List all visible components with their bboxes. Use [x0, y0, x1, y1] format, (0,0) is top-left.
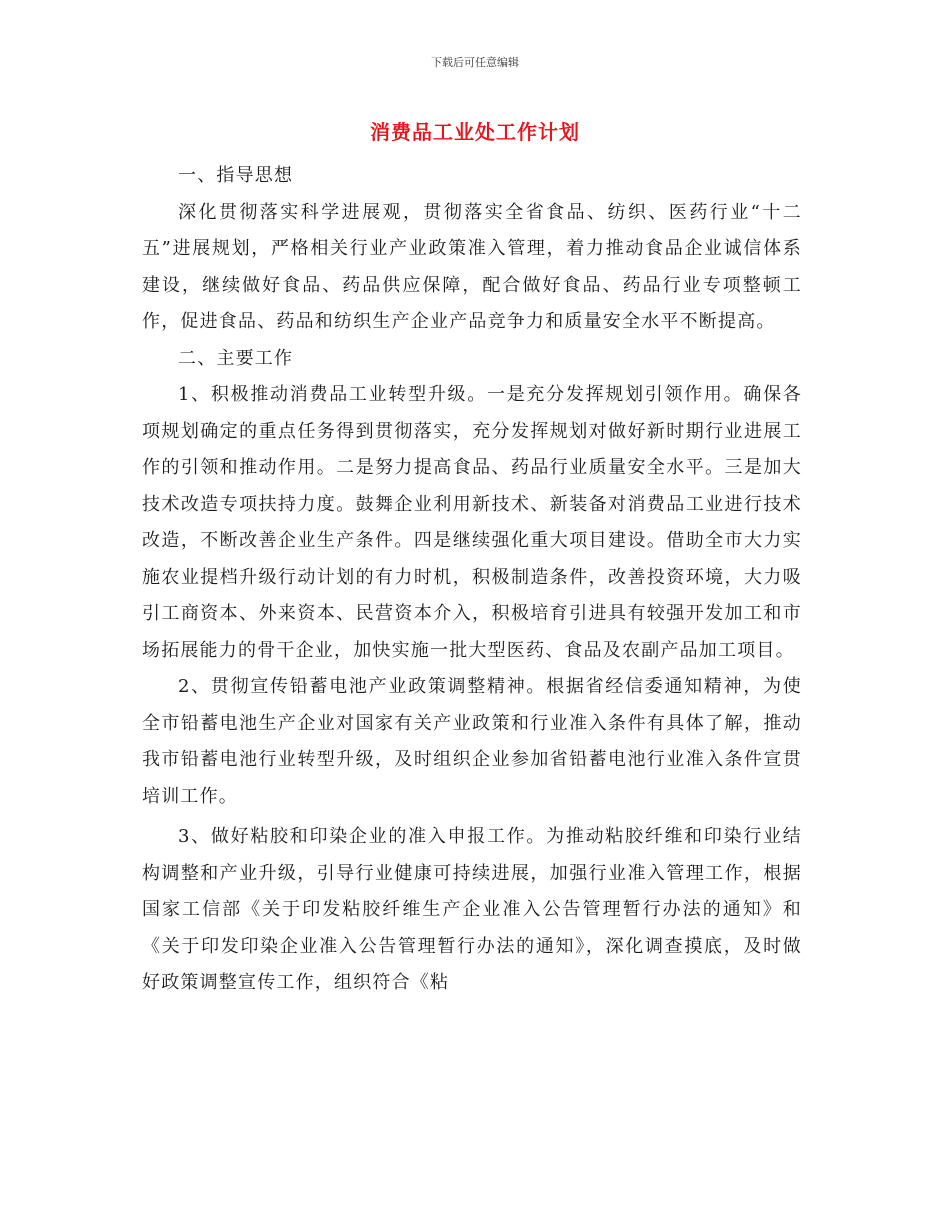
document-title: 消费品工业处工作计划 — [370, 120, 580, 144]
paragraph-guiding-ideology: 深化贯彻落实科学进展观，贯彻落实全省食品、纺织、医药行业“十二五”进展规划，严格相关行业产业政策准入管理，着力推动食品企业诚信体系建设，继续做好食品、药品供应保障，配合做好食品、药品行业专项整顿工作，促进食品、药品和纺织生产企业产品竞争力和质量安全水平不断提高。 — [142, 201, 802, 332]
document-body — [142, 158, 802, 1002]
paragraph-item-2: 2、贯彻宣传铅蓄电池产业政策调整精神。根据省经信委通知精神，为使全市铅蓄电池生产企业对国家有关产业政策和行业准入条件有具体了解，推动我市铅蓄电池行业转型升级，及时组织企业参加省铅蓄电池行业准入条件宣贯培训工作。 — [142, 676, 802, 807]
section-heading-main-work: 二、主要工作 — [178, 347, 294, 369]
header-note: 下载后可任意编辑 — [431, 56, 519, 69]
paragraph-item-1: 1、积极推动消费品工业转型升级。一是充分发挥规划引领作用。确保各项规划确定的重点任务得到贯彻落实，充分发挥规划对做好新时期行业进展工作的引领和推动作用。二是努力提高食品、药品行业质量安全水平。三是加大技术改造专项扶持力度。鼓舞企业利用新技术、新装备对消费品工业进行技术改造，不断改善企业生产条件。四是继续强化重大项目建设。借助全市大力实施农业提档升级行动计划的有力时机，积极制造条件，改善投资环境，大力吸引工商资本、外来资本、民营资本介入，积极培育引进具有较强开发加工和市场拓展能力的骨干企业，加快实施一批大型医药、食品及农副产品加工项目。 — [142, 384, 802, 661]
section-heading-guiding-ideology: 一、指导思想 — [178, 165, 294, 186]
paragraph-item-3: 3、做好粘胶和印染企业的准入申报工作。为推动粘胶纤维和印染行业结构调整和产业升级，引导行业健康可持续进展，加强行业准入管理工作，根据国家工信部《关于印发粘胶纤维生产企业准入公告管理暂行办法的通知》和《关于印发印染企业准入公告管理暂行办法的通知》，深化调查摸底，及时做好政策调整宣传工作，组织符合《粘 — [142, 826, 802, 993]
